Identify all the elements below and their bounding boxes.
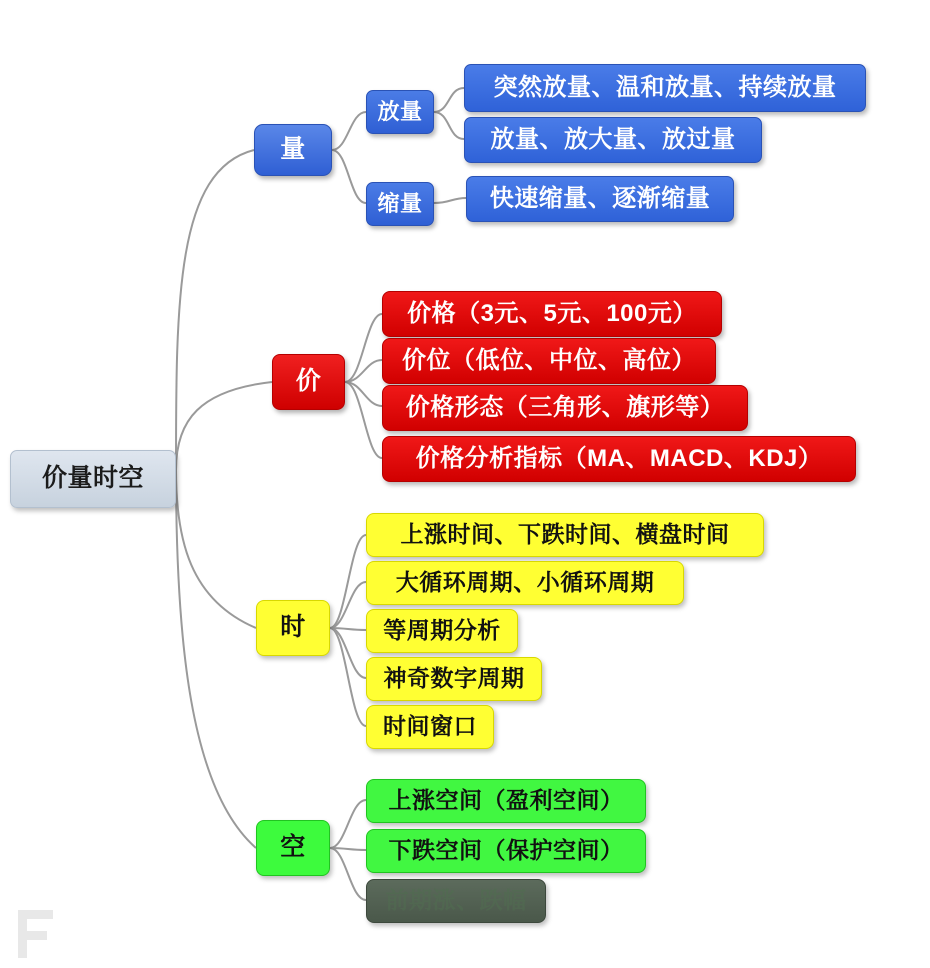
branch-node-time[interactable]: 时 — [256, 600, 330, 656]
subbranch-node-suoliang[interactable]: 缩量 — [366, 182, 434, 226]
subbranch-node-fangliang[interactable]: 放量 — [366, 90, 434, 134]
leaf-node[interactable]: 价格形态（三角形、旗形等） — [382, 385, 748, 431]
leaf-node[interactable]: 快速缩量、逐渐缩量 — [466, 176, 734, 222]
leaf-node[interactable]: 时间窗口 — [366, 705, 494, 749]
leaf-node[interactable]: 大循环周期、小循环周期 — [366, 561, 684, 605]
leaf-node[interactable]: 价格（3元、5元、100元） — [382, 291, 722, 337]
branch-node-price[interactable]: 价 — [272, 354, 345, 410]
branch-node-space[interactable]: 空 — [256, 820, 330, 876]
leaf-node[interactable]: 前期涨、跌幅 — [366, 879, 546, 923]
leaf-node[interactable]: 价格分析指标（MA、MACD、KDJ） — [382, 436, 856, 482]
root-node[interactable]: 价量时空 — [10, 450, 176, 508]
leaf-node[interactable]: 等周期分析 — [366, 609, 518, 653]
leaf-node[interactable]: 下跌空间（保护空间） — [366, 829, 646, 873]
leaf-node[interactable]: 突然放量、温和放量、持续放量 — [464, 64, 866, 112]
watermark-logo — [18, 910, 70, 958]
leaf-node[interactable]: 上涨时间、下跌时间、横盘时间 — [366, 513, 764, 557]
branch-node-volume[interactable]: 量 — [254, 124, 332, 176]
leaf-node[interactable]: 放量、放大量、放过量 — [464, 117, 762, 163]
leaf-node[interactable]: 神奇数字周期 — [366, 657, 542, 701]
leaf-node[interactable]: 上涨空间（盈利空间） — [366, 779, 646, 823]
leaf-node[interactable]: 价位（低位、中位、高位） — [382, 338, 716, 384]
